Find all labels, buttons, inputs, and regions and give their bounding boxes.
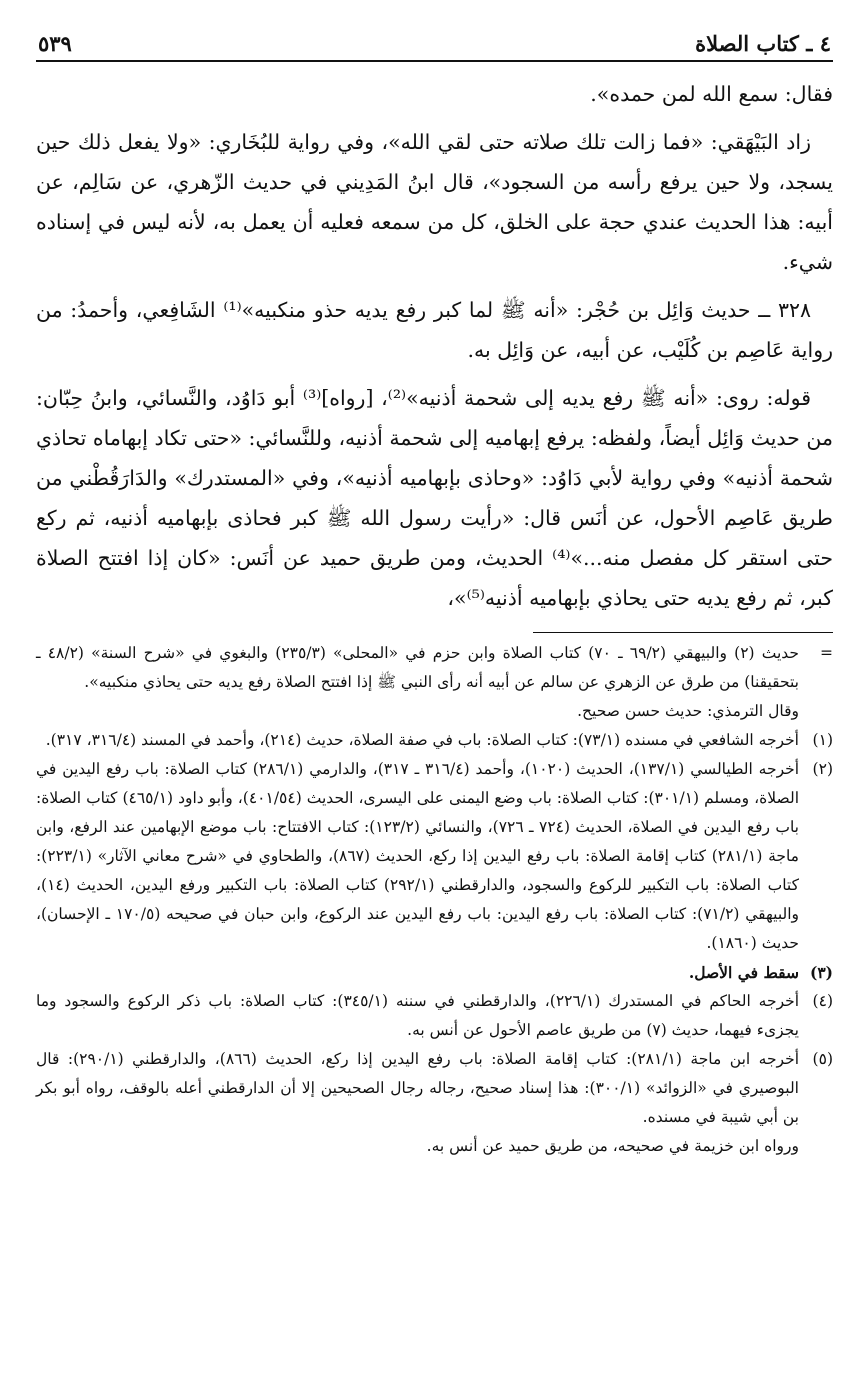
footnote-text: أخرجه ابن ماجة (٢٨١/١): كتاب إقامة الصلاة: باب رفع اليدين إذا ركع، الحديث (٨٦٦)، والدارقطني (٢٩٠/١): قال البوصيري في «الزوائد» (٣٠٠/١): هذا إسناد صحيح، رجاله رجال الصحيحين إلا أن الدارقطني أعله بالوقف، رواه أبو بكر بن أبي شيبة في مسنده.	[36, 1050, 799, 1126]
footnote-text: أخرجه الطيالسي (١٣٧/١)، الحديث (١٠٢٠)، وأحمد (٣١٦/٤ ـ ٣١٧)، والدارمي (٢٨٦/١) كتاب الصلاة: باب رفع اليدين في الصلاة، ومسلم (٣٠١/١): كتاب الصلاة: باب وضع اليمنى على اليسرى، الحديث (٤٠١/٥٤)، وأبو داود (٤٦٥/١) كتاب الصلاة: باب رفع اليدين في الصلاة، الحديث (٧٢٤ ـ ٧٢٦)، والنسائي (١٢٣/٢): كتاب الافتتاح: باب موضع الإبهامين عند الرفع، وابن ماجة (٢٨١/١) كتاب إقامة الصلاة: باب رفع اليدين إذا ركع، الحديث (٨٦٧)، والطحاوي في «شرح معاني الآثار» (٢٢٣/١): كتاب الصلاة: باب التكبير للركوع والسجود، والدارقطني (٢٩٢/١) كتاب الصلاة: باب التكبير ورفع اليدين، الحديث (١٤)، والبيهقي (٧١/٢): كتاب الصلاة: باب رفع اليدين: باب رفع اليدين عند الركوع، وابن حبان في صحيحه (١٧٠/٥ ـ الإحسان)، حديث (١٨٦٠).	[36, 760, 800, 952]
paragraph: زاد البَيْهَقي: «فما زالت تلك صلاته حتى لقي الله»، وفي رواية للبُخَاري: «ولا يفعل ذلك حين يسجد، ولا حين يرفع رأسه من السجود»، قال ابنُ المَدِيني في حديث الزّهري، عن سَالِم، عن أبيه: هذا الحديث عندي حجة على الخلق، كل من سمعه فعليه أن يعمل به، لأنه ليس في إسناده شيء.	[36, 130, 833, 274]
footnote	[36, 726, 833, 755]
page-number: ٥٣٩	[38, 31, 72, 56]
footnote-number: (٣)	[809, 963, 833, 982]
footnote-number: (٥)	[812, 1050, 833, 1068]
main-text	[36, 74, 833, 618]
page-header	[36, 20, 833, 62]
footnote	[36, 697, 833, 726]
footnote	[36, 987, 833, 1045]
footnotes	[36, 639, 833, 1161]
footnote	[36, 639, 833, 697]
footnote	[36, 1132, 833, 1161]
footnote	[36, 755, 833, 958]
chapter-title: ٤ ـ كتاب الصلاة	[695, 31, 831, 56]
footnote-number: (١)	[812, 731, 833, 749]
footnote	[36, 1045, 833, 1132]
footnote-number: =	[820, 644, 833, 662]
footnote	[36, 958, 833, 987]
footnote-text: أخرجه الشافعي في مسنده (٧٣/١): كتاب الصلاة: باب في صفة الصلاة، حديث (٢١٤)، وأحمد في المسند (٣١٦/٤، ٣١٧).	[45, 731, 799, 749]
footnote-number: (٤)	[812, 992, 833, 1010]
paragraph: ٣٢٨ ــ حديث وَائِل بن حُجْر: «أنه ﷺ لما كبر رفع يديه حذو منكبيه»⁽¹⁾ الشَافِعي، وأحمدُ: من رواية عَاصِم بن كُلَيْب، عن أبيه، عن وَائِل به.	[36, 298, 833, 362]
paragraph: فقال: سمع الله لمن حمده».	[590, 82, 833, 106]
paragraph: قوله: روى: «أنه ﷺ رفع يديه إلى شحمة أذنيه»⁽²⁾، [رواه]⁽³⁾ أبو دَاوُد، والنَّسائي، وابنُ حِبّان: من حديث وَائِل أيضاً، ولفظه: يرفع إبهاميه إلى شحمة أذنيه، وللنَّسائي: «حتى تكاد إبهاماه تحاذي شحمة أذنيه» وفي رواية لأبي دَاوُد: «وحاذى بإبهاميه أذنيه»، وفي «المستدرك» والدَارَقُطْني من طريق عَاصِم الأحول، عن أنَس قال: «رأيت رسول الله ﷺ كبر فحاذى بإبهاميه أذنيه، ثم ركع حتى استقر كل مفصل منه...»⁽⁴⁾ الحديث، ومن طريق حميد عن أنَس: «كان إذا افتتح الصلاة كبر، ثم رفع يديه حتى يحاذي بإبهاميه أذنيه⁽⁵⁾»،	[36, 386, 833, 610]
footnote-divider	[533, 632, 833, 633]
footnote-text: ورواه ابن خزيمة في صحيحه، من طريق حميد عن أنس به.	[426, 1137, 799, 1155]
footnote-text: سقط في الأصل.	[688, 963, 799, 982]
footnote-text: حديث (٢) والبيهقي (٦٩/٢ ـ ٧٠) كتاب الصلاة وابن حزم في «المحلى» (٢٣٥/٣) والبغوي في «شرح السنة» (٤٨/٢ ـ بتحقيقنا) من طرق عن الزهري عن سالم عن أبيه أنه رأى النبي ﷺ إذا افتتح الصلاة رفع يديه حتى يحاذي منكبيه».	[36, 644, 799, 691]
footnote-number: (٢)	[812, 760, 833, 778]
footnote-text: وقال الترمذي: حديث حسن صحيح.	[577, 702, 799, 720]
footnote-text: أخرجه الحاكم في المستدرك (٢٢٦/١)، والدارقطني في سننه (٣٤٥/١): كتاب الصلاة: باب ذكر الركوع والسجود وما يجزىء فيهما، حديث (٧) من طريق عاصم الأحول عن أنس به.	[36, 992, 800, 1039]
